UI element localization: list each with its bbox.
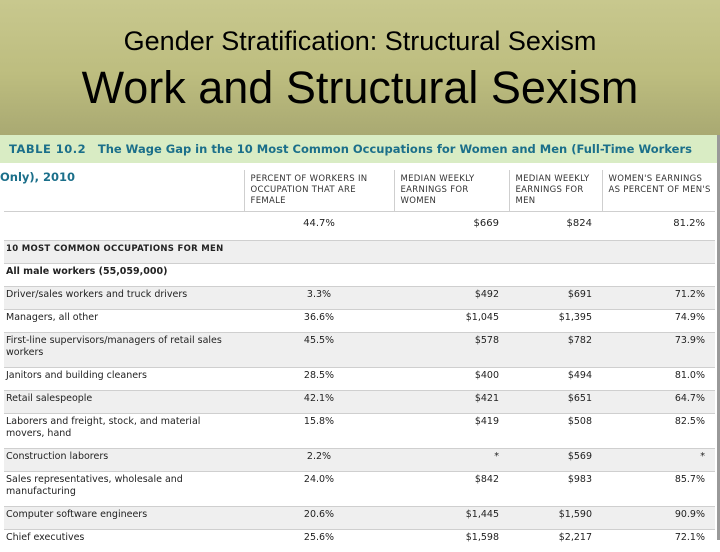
group-row	[4, 264, 715, 287]
table-row	[4, 333, 715, 368]
table-row	[4, 368, 715, 391]
table-header-row	[4, 170, 715, 212]
table-cell: $400	[394, 368, 509, 391]
table-cell: Janitors and building cleaners	[4, 368, 244, 391]
table-number: TABLE 10.2	[0, 142, 86, 156]
table-cell: $782	[509, 333, 602, 368]
table-cell: *	[394, 449, 509, 472]
section-heading: 10 MOST COMMON OCCUPATIONS FOR MEN	[4, 241, 715, 264]
slide-subtitle: Gender Stratification: Structural Sexism	[0, 26, 720, 57]
table-cell: $578	[394, 333, 509, 368]
table-cell: $421	[394, 391, 509, 414]
header-men-earnings: MEDIAN WEEKLY EARNINGS FOR MEN	[509, 170, 602, 212]
header-women-earnings: MEDIAN WEEKLY EARNINGS FOR WOMEN	[394, 170, 509, 212]
table-cell: $842	[394, 472, 509, 507]
table-cell: $1,045	[394, 310, 509, 333]
table-cell: 44.7%	[244, 212, 394, 241]
table-cell: $492	[394, 287, 509, 310]
table-cell: 3.3%	[244, 287, 394, 310]
table-cell: 90.9%	[602, 507, 715, 530]
table-cell: 42.1%	[244, 391, 394, 414]
table-cell: $983	[509, 472, 602, 507]
table-cell: $1,445	[394, 507, 509, 530]
slide-header	[0, 0, 720, 135]
table-row	[4, 310, 715, 333]
header-percent-female: PERCENT OF WORKERS IN OCCUPATION THAT ARE FEMALE	[244, 170, 394, 212]
table-cell: $2,217	[509, 530, 602, 552]
table-row	[4, 472, 715, 507]
header-occupation	[4, 170, 244, 212]
table-cell: Retail salespeople	[4, 391, 244, 414]
table-cell: 64.7%	[602, 391, 715, 414]
table-cell: 81.2%	[602, 212, 715, 241]
table-cell: 85.7%	[602, 472, 715, 507]
table-cell: 28.5%	[244, 368, 394, 391]
table-cell: Sales representatives, wholesale and manufacturing	[4, 472, 244, 507]
table-cell: 74.9%	[602, 310, 715, 333]
table-cell: 73.9%	[602, 333, 715, 368]
table-cell: 2.2%	[244, 449, 394, 472]
table-cell: Laborers and freight, stock, and material movers, hand	[4, 414, 244, 449]
table-cell: 82.5%	[602, 414, 715, 449]
table-cell: Driver/sales workers and truck drivers	[4, 287, 244, 310]
table-row	[4, 391, 715, 414]
table-cell: Construction laborers	[4, 449, 244, 472]
wage-gap-table	[4, 170, 715, 552]
table-row	[4, 414, 715, 449]
table-cell: $1,590	[509, 507, 602, 530]
table-cell: Managers, all other	[4, 310, 244, 333]
table-cell: $1,598	[394, 530, 509, 552]
table-cell: 81.0%	[602, 368, 715, 391]
table-cell: 25.6%	[244, 530, 394, 552]
table-cell: $691	[509, 287, 602, 310]
section-heading-row	[4, 241, 715, 264]
overall-row	[4, 212, 715, 241]
table-row	[4, 287, 715, 310]
table-cell: First-line supervisors/managers of retail sales workers	[4, 333, 244, 368]
header-earnings-ratio: WOMEN'S EARNINGS AS PERCENT OF MEN'S	[602, 170, 715, 212]
table-cell: $508	[509, 414, 602, 449]
table-cell: 36.6%	[244, 310, 394, 333]
table-caption-banner	[0, 135, 720, 163]
table-cell: $569	[509, 449, 602, 472]
table-cell: 45.5%	[244, 333, 394, 368]
table-row	[4, 507, 715, 530]
table-row	[4, 530, 715, 552]
group-label: All male workers (55,059,000)	[4, 264, 715, 287]
table-cell	[4, 212, 244, 241]
table-cell: 24.0%	[244, 472, 394, 507]
table-row	[4, 449, 715, 472]
table-cell: *	[602, 449, 715, 472]
table-cell: 72.1%	[602, 530, 715, 552]
table-cell: 20.6%	[244, 507, 394, 530]
table-cell: $824	[509, 212, 602, 241]
table-cell: Chief executives	[4, 530, 244, 552]
table-cell: $1,395	[509, 310, 602, 333]
table-cell: 71.2%	[602, 287, 715, 310]
table-cell: Computer software engineers	[4, 507, 244, 530]
table-cell: $651	[509, 391, 602, 414]
table-cell: $419	[394, 414, 509, 449]
slide-title: Work and Structural Sexism	[0, 62, 720, 114]
table-cell: $494	[509, 368, 602, 391]
table-cell: 15.8%	[244, 414, 394, 449]
table-cell: $669	[394, 212, 509, 241]
table-caption: The Wage Gap in the 10 Most Common Occupations for Women and Men (Full-Time Workers Only), 2010	[0, 142, 692, 184]
